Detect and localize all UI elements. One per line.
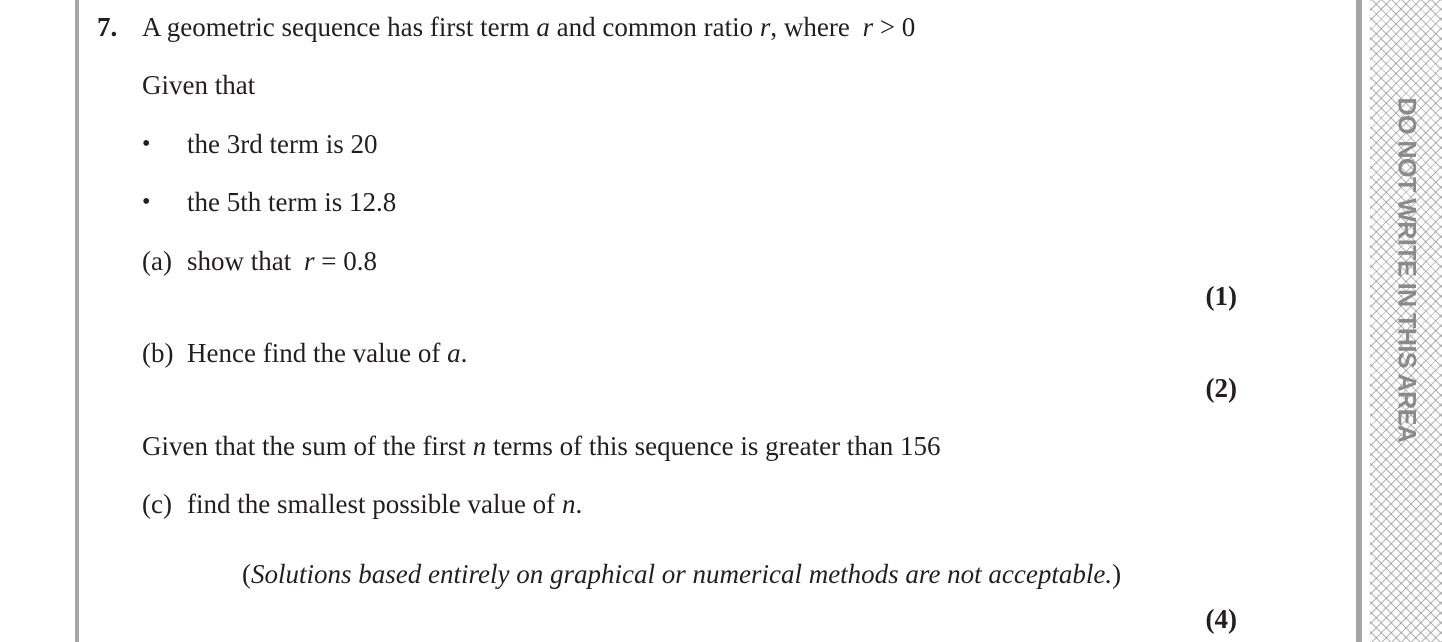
condition-variable-r: r <box>862 12 874 42</box>
part-a-label: (a) <box>142 246 172 276</box>
left-margin-rule <box>75 0 79 642</box>
part-b-text: Hence find the value of <box>187 338 448 368</box>
intro-variable-r: r <box>759 12 771 42</box>
part-b-end: . <box>460 338 468 368</box>
given-sum-text <box>142 430 941 462</box>
condition-rest: > 0 <box>873 12 916 42</box>
intro-separator: , where <box>770 12 857 42</box>
part-b-variable-a: a <box>447 338 461 368</box>
bullet-1-text: the 3rd term is 20 <box>187 129 378 159</box>
part-c <box>142 488 582 520</box>
intro-variable-a: a <box>536 12 550 42</box>
part-c-label: (c) <box>142 489 172 519</box>
question-number: 7. <box>97 12 118 42</box>
part-c-marks: (4) <box>1205 604 1237 634</box>
part-a-variable-r: r <box>304 246 315 276</box>
given-that-text: Given that <box>142 70 256 100</box>
part-a-rest: = 0.8 <box>314 246 377 276</box>
part-c-note-text: Solutions based entirely on graphical or numerical methods are not acceptable. <box>251 559 1113 589</box>
given-sum-variable-n: n <box>472 431 487 461</box>
intro-text: A geometric sequence has first term <box>142 12 537 42</box>
part-c-note-open: ( <box>242 559 251 589</box>
margin-warning-text: DO NOT WRITE IN THIS AREA <box>1392 97 1421 443</box>
given-sum-rest: terms of this sequence is greater than 156 <box>486 431 941 461</box>
part-c-end: . <box>575 489 583 519</box>
part-a-text: show that <box>187 246 298 276</box>
part-c-variable-n: n <box>561 489 576 519</box>
bullet-2-text: the 5th term is 12.8 <box>187 187 397 217</box>
question-intro <box>142 11 915 43</box>
part-b <box>142 337 467 369</box>
part-b-label: (b) <box>142 338 174 368</box>
part-a-marks: (1) <box>1205 281 1237 311</box>
bullet-1-symbol: • <box>142 131 151 157</box>
intro-mid-text: and common ratio <box>549 12 760 42</box>
part-c-note <box>242 558 1121 590</box>
bullet-2-symbol: • <box>142 189 151 215</box>
part-c-note-close: ) <box>1112 559 1122 589</box>
part-a <box>142 245 377 277</box>
part-b-marks: (2) <box>1205 373 1237 403</box>
given-sum-start: Given that the sum of the first <box>142 431 473 461</box>
part-c-text: find the smallest possible value of <box>187 489 562 519</box>
right-margin-rule <box>1356 0 1362 642</box>
